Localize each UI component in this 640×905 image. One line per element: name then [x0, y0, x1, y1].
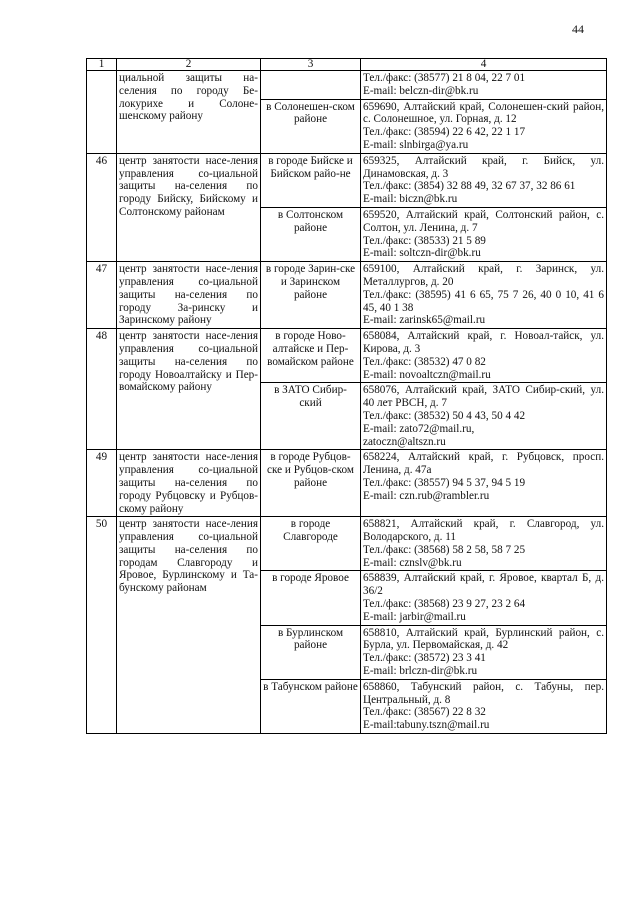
contact-line: 658821, Алтайский край, г. Славгород, ул. Володарского, д. 11 — [363, 518, 604, 544]
contact-line: E-mail: czn.rub@rambler.ru — [363, 489, 490, 502]
contact-cell — [361, 517, 607, 571]
contact-line: Тел./факс: (3854) 32 88 49, 32 67 37, 32 86 61 — [363, 180, 576, 193]
organization-name: центр занятости насе-ления управления со-циальной защиты на-селения по городу За-ринску и Заринскому району — [117, 262, 261, 329]
table-row — [87, 262, 607, 329]
contact-line: E-mail: cznslv@bk.ru — [363, 556, 462, 569]
contact-line: 658224, Алтайский край, г. Рубцовск, просп. Ленина, д. 47а — [363, 451, 604, 477]
row-number: 47 — [87, 262, 117, 329]
table-row — [87, 329, 607, 383]
contact-line: E-mail: brlczn-dir@bk.ru — [363, 665, 478, 678]
contact-line: E-mail: slnbirga@ya.ru — [363, 138, 469, 151]
district-cell: в Солтонском районе — [261, 207, 361, 261]
row-number: 50 — [87, 517, 117, 734]
column-header-1: 1 — [87, 59, 117, 71]
organization-name: центр занятости насе-ления управления со-циальной защиты на-селения по городу Новоалтайску и Пер-вомайскому району — [117, 329, 261, 450]
contact-line: Тел./факс: (38532) 47 0 82 — [363, 355, 486, 368]
organization-name: циальной защиты на-селения по городу Бе-локурихе и Солоне-шенскому району — [117, 71, 261, 154]
organization-name: центр занятости насе-ления управления со-циальной защиты на-селения по городу Бийску, Бийскому и Солтонскому районам — [117, 153, 261, 261]
contact-cell — [361, 153, 607, 207]
contact-line: 658810, Алтайский край, Бурлинский район, с. Бурла, ул. Первомайская, д. 42 — [363, 626, 604, 652]
contact-cell — [361, 571, 607, 625]
contact-line: Тел./факс: (38568) 23 9 27, 23 2 64 — [363, 598, 526, 611]
district-cell: в Табунском районе — [261, 679, 361, 733]
district-cell: в городе Яровое — [261, 571, 361, 625]
district-cell: в городе Ново-алтайске и Пер-вомайском районе — [261, 329, 361, 383]
contact-cell — [361, 450, 607, 517]
contact-line: 659520, Алтайский край, Солтонский район, с. Солтон, ул. Ленина, д. 7 — [363, 208, 604, 234]
contact-line: Тел./факс: (38532) 50 4 43, 50 4 42 — [363, 409, 526, 422]
contact-cell — [361, 329, 607, 383]
column-header-2: 2 — [117, 59, 261, 71]
contact-line: E-mail: zato72@mail.ru, — [363, 422, 475, 435]
column-header-3: 3 — [261, 59, 361, 71]
contact-cell — [361, 383, 607, 450]
table-row — [87, 71, 607, 100]
district-cell — [261, 71, 361, 100]
contact-line: 658084, Алтайский край, г. Новоал-тайск, ул. Кирова, д. 3 — [363, 330, 604, 355]
employment-centers-table — [86, 58, 607, 734]
contact-line: 658860, Табунский район, с. Табуны, пер. Центральный, д. 8 — [363, 680, 604, 706]
district-cell: в городе Славгороде — [261, 517, 361, 571]
column-header-4: 4 — [361, 59, 607, 71]
contact-line: Тел./факс: (38595) 41 6 65, 75 7 26, 40 0 10, 41 6 45, 40 1 38 — [363, 288, 604, 314]
contact-line: E-mail: belczn-dir@bk.ru — [363, 84, 479, 97]
contact-line: E-mail: zarinsk65@mail.ru — [363, 314, 486, 327]
contact-line: E-mail: biczn@bk.ru — [363, 193, 458, 206]
contact-line: Тел./факс: (38577) 21 8 04, 22 7 01 — [363, 72, 526, 84]
district-cell: в Солонешен-ском районе — [261, 99, 361, 153]
contact-cell — [361, 99, 607, 153]
contact-line: 659100, Алтайский край, г. Заринск, ул. Металлургов, д. 20 — [363, 263, 604, 288]
contact-line: Тел./факс: (38568) 58 2 58, 58 7 25 — [363, 543, 526, 556]
contact-line: E-mail: soltczn-dir@bk.ru — [363, 247, 481, 260]
contact-line: E-mail:tabuny.tszn@mail.ru — [363, 719, 490, 732]
contact-line: E-mail: novoaltczn@mail.ru — [363, 368, 491, 381]
contact-cell — [361, 262, 607, 329]
contact-cell — [361, 71, 607, 100]
contact-cell — [361, 625, 607, 679]
contact-line: 659690, Алтайский край, Солонешен-ский район, с. Солонешное, ул. Горная, д. 12 — [363, 100, 604, 126]
row-number: 49 — [87, 450, 117, 517]
contact-cell — [361, 679, 607, 733]
district-cell: в городе Рубцов-ске и Рубцов-ском районе — [261, 450, 361, 517]
organization-name: центр занятости насе-ления управления со-циальной защиты на-селения по городу Рубцовску и Рубцов-скому району — [117, 450, 261, 517]
district-cell: в городе Зарин-ске и Заринском районе — [261, 262, 361, 329]
contact-line: 658839, Алтайский край, г. Яровое, квартал Б, д. 36/2 — [363, 572, 604, 598]
organization-name: центр занятости насе-ления управления со-циальной защиты на-селения по городам Славгороду и Яровое, Бурлинскому и Та-бунскому районам — [117, 517, 261, 734]
contact-line: Тел./факс: (38572) 23 3 41 — [363, 652, 486, 665]
row-number — [87, 71, 117, 154]
contact-line: zatoczn@altszn.ru — [363, 435, 446, 448]
row-number: 48 — [87, 329, 117, 450]
table-row — [87, 153, 607, 207]
contact-cell — [361, 207, 607, 261]
header-row — [87, 59, 607, 71]
table-row — [87, 517, 607, 571]
contact-line: Тел./факс: (38557) 94 5 37, 94 5 19 — [363, 476, 526, 489]
contact-line: 659325, Алтайский край, г. Бийск, ул. Динамовская, д. 3 — [363, 154, 604, 180]
contact-line: Тел./факс: (38533) 21 5 89 — [363, 234, 486, 247]
district-cell: в городе Бийске и Бийском райо-не — [261, 153, 361, 207]
table-row — [87, 450, 607, 517]
district-cell: в Бурлинском районе — [261, 625, 361, 679]
contact-line: 658076, Алтайский край, ЗАТО Сибир-ский, ул. 40 лет РВСН, д. 7 — [363, 384, 604, 410]
page-number: 44 — [572, 22, 584, 36]
district-cell: в ЗАТО Сибир-ский — [261, 383, 361, 450]
contact-line: Тел./факс: (38594) 22 6 42, 22 1 17 — [363, 126, 526, 139]
contact-line: Тел./факс: (38567) 22 8 32 — [363, 706, 486, 719]
row-number: 46 — [87, 153, 117, 261]
contact-line: E-mail: jarbir@mail.ru — [363, 610, 466, 623]
